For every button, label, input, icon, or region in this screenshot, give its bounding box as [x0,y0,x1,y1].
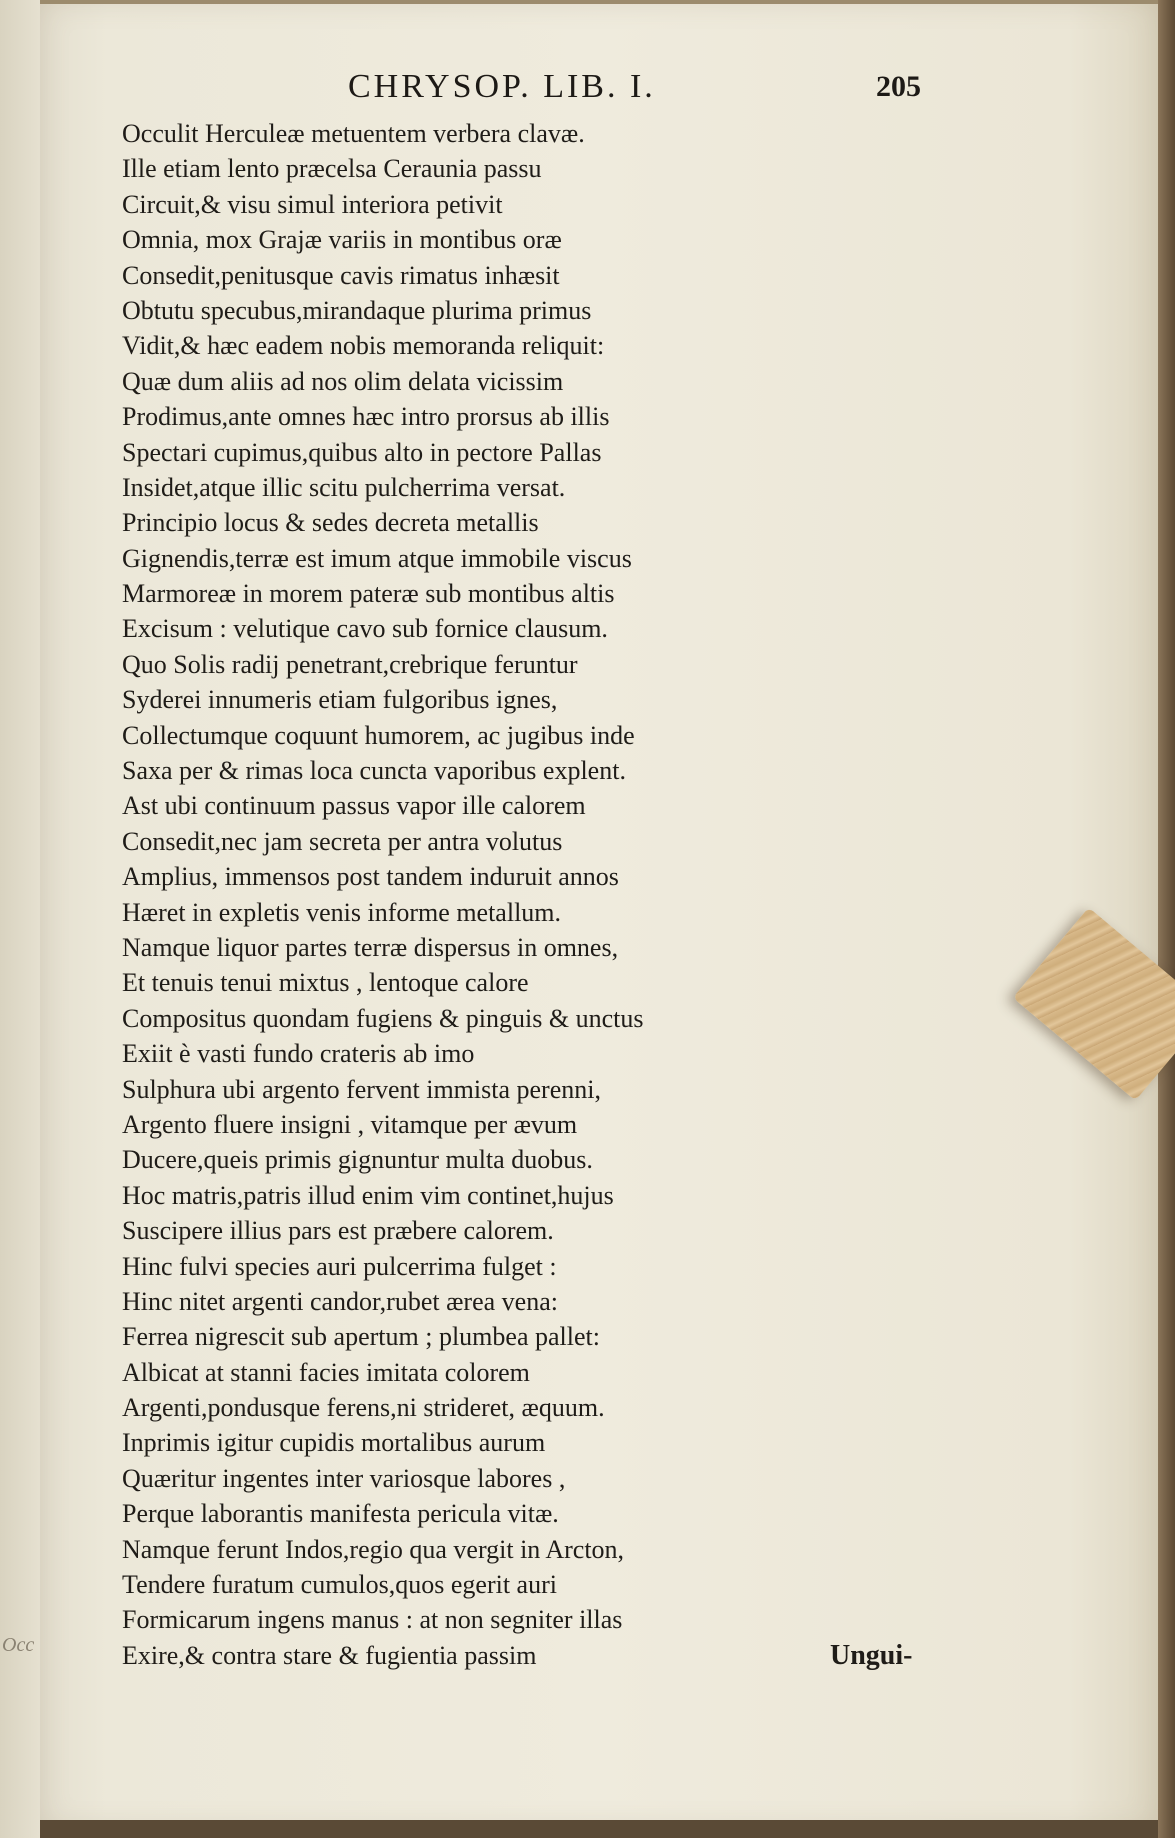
verse-line: Quo Solis radij penetrant,crebrique feruntur [122,649,578,679]
verse-line: Namque ferunt Indos,regio qua vergit in Arcton, [122,1534,625,1564]
verse-line: Occulit Herculeæ metuentem verbera clavæ. [122,119,585,148]
page-bottom-edge [40,1820,1158,1838]
verse-line: Suscipere illius pars est præbere calorem. [122,1216,554,1246]
catchword: Ungui- [830,1640,913,1671]
verse-line: Quæ dum aliis ad nos olim delata vicissim [122,366,564,396]
verse-line: Marmoreæ in morem pateræ sub montibus altis [122,579,615,609]
verse-line: Excisum : velutique cavo sub fornice clausum. [122,614,608,644]
page-top-edge [40,0,1158,4]
verse-line: Obtutu specubus,mirandaque plurima primus [122,295,592,325]
verse-line: Formicarum ingens manus : at non segniter illas [122,1605,623,1635]
verse-line: Gignendis,terræ est imum atque immobile viscus [122,543,632,573]
verse-line: Exiit è vasti fundo crateris ab imo [122,1039,475,1069]
verse-line: Amplius, immensos post tandem induruit annos [122,862,619,892]
page-number: 205 [876,70,921,103]
verse-line: Omnia, mox Grajæ variis in montibus oræ [122,225,562,255]
verse-line: Sulphura ubi argento fervent immista perenni, [122,1074,601,1104]
verse-line: Insidet,atque illic scitu pulcherrima versat. [122,472,566,502]
verse-line: Ducere,queis primis gignuntur multa duobus. [122,1145,593,1175]
verse-line: Perque laborantis manifesta pericula vitæ. [122,1499,559,1529]
verse-line: Compositus quondam fugiens & pinguis & unctus [122,1003,644,1033]
margin-note: Occ [2,1634,35,1656]
verse-line: Saxa per & rimas loca cuncta vaporibus explent. [122,756,626,786]
verse-line: Quæritur ingentes inter variosque labores , [122,1463,566,1493]
page-right-edge [1158,0,1175,1838]
verse-line: Spectari cupimus,quibus alto in pectore Pallas [122,437,602,467]
verse-line: Vidit,& hæc eadem nobis memoranda reliquit: [122,331,605,361]
verse-line: Consedit,nec jam secreta per antra volutus [122,826,563,856]
verse-line: Argento fluere insigni , vitamque per ævum [122,1109,578,1139]
verse-text-block [122,116,842,1673]
verse-line: Hinc nitet argenti candor,rubet ærea vena: [122,1286,558,1316]
verse-line: Namque liquor partes terræ dispersus in omnes, [122,932,619,962]
verse-line: Hæret in expletis venis informe metallum. [122,897,562,927]
verse-line: Albicat at stanni facies imitata colorem [122,1357,530,1387]
verse-line: Principio locus & sedes decreta metallis [122,508,539,538]
running-head: CHRYSOP. LIB. I. [348,68,656,105]
verse-line: Prodimus,ante omnes hæc intro prorsus ab illis [122,402,610,432]
verse-line: Hoc matris,patris illud enim vim continet,hujus [122,1180,614,1210]
verse-line: Hinc fulvi species auri pulcerrima fulget : [122,1251,557,1281]
verse-line: Exire,& contra stare & fugientia passim [122,1640,537,1670]
verse-line: Ast ubi continuum passus vapor ille calorem [122,791,586,821]
verse-line: Syderei innumeris etiam fulgoribus ignes, [122,685,558,715]
page-left-edge [0,0,42,1838]
verse-line: Collectumque coquunt humorem, ac jugibus inde [122,720,635,750]
verse-line: Circuit,& visu simul interiora petivit [122,189,503,219]
verse-line: Consedit,penitusque cavis rimatus inhæsit [122,260,560,290]
verse-line: Inprimis igitur cupidis mortalibus aurum [122,1428,546,1458]
verse-line: Ille etiam lento præcelsa Ceraunia passu [122,154,542,184]
verse-line: Tendere furatum cumulos,quos egerit auri [122,1570,557,1600]
verse-line: Argenti,pondusque ferens,ni strideret, æquum. [122,1393,605,1423]
verse-line: Et tenuis tenui mixtus , lentoque calore [122,968,529,998]
verse-line: Ferrea nigrescit sub apertum ; plumbea pallet: [122,1322,600,1352]
